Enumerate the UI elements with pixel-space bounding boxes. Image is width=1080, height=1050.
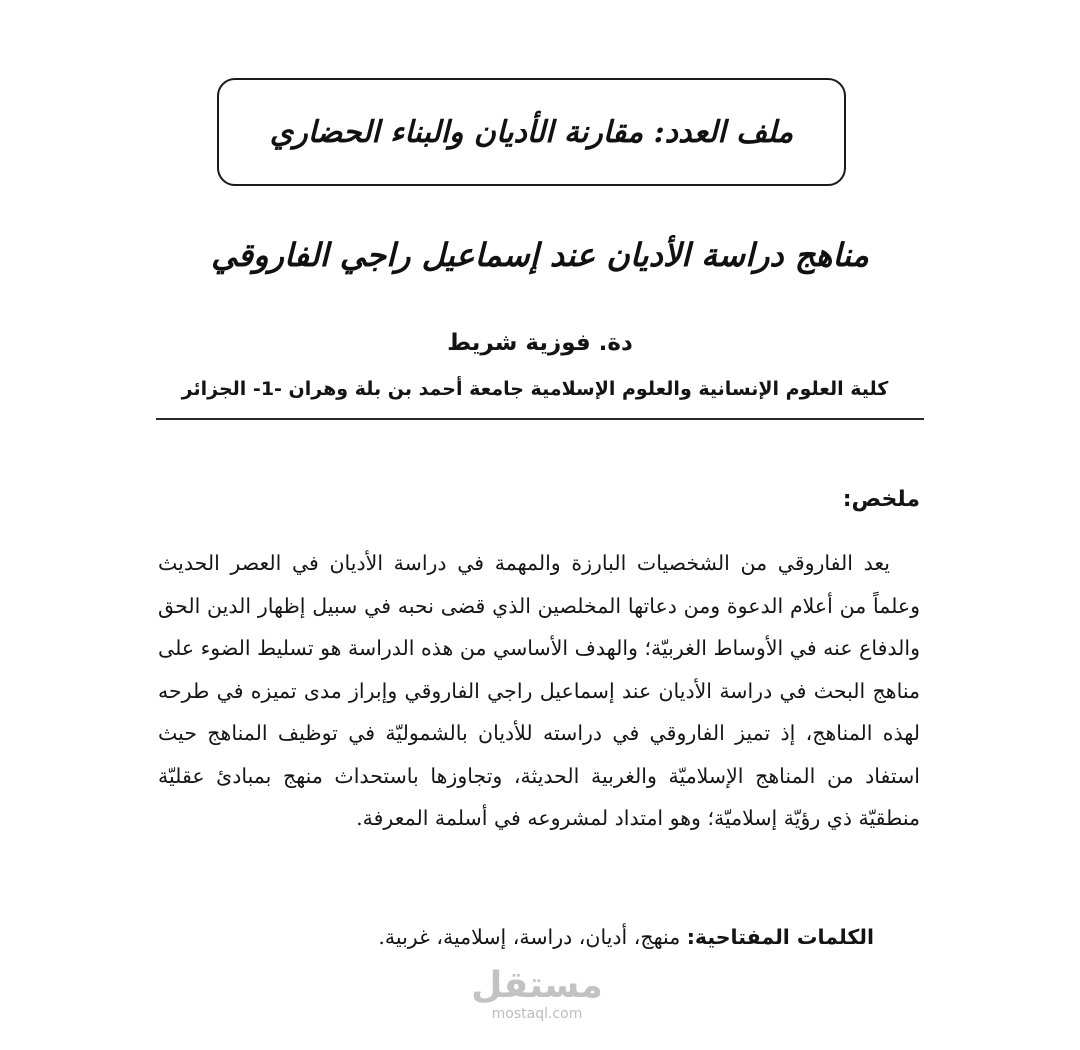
abstract-heading: ملخص: [842,487,920,512]
keywords-values: منهج، أديان، دراسة، إسلامية، غربية. [378,925,681,949]
article-title: مناهج دراسة الأديان عند إسماعيل راجي الفاروقي [211,236,869,274]
mostaql-watermark [462,966,612,1030]
keywords-label: الكلمات المفتاحية: [686,925,874,949]
author-name: دة. فوزية شريط [447,330,633,356]
issue-title-box [217,78,846,186]
abstract-body: يعد الفاروقي من الشخصيات البارزة والمهمة في دراسة الأديان في العصر الحديث وعلماً من أعلام الدعوة ومن دعاتها المخلصين الذي قضى نحبه في سبيل إظهار الدين الحق والدفاع عنه في الأوساط الغربيّة؛ والهدف الأساسي من هذه الدراسة هو تسليط الضوء على مناهج البحث في دراسة الأديان عند إسماعيل راجي الفاروقي وإبراز مدى تميزه في طرحه لهذه المناهج، إذ تميز الفاروقي في دراسته للأديان بالشموليّة في توظيف المناهج حيث استفاد من المناهج الإسلاميّة والغربية الحديثة، وتجاوزها باستحداث منهج بمبادئ عقليّة منطقيّة ذي رؤيّة إسلاميّة؛ وهو امتداد لمشروعه في أسلمة المعرفة. [158,551,920,830]
author-affiliation: كلية العلوم الإنسانية والعلوم الإسلامية جامعة أحمد بن بلة وهران -1- الجزائر [181,378,889,400]
keywords-line [378,925,874,949]
watermark-latin: mostaql.com [491,1006,583,1022]
issue-title: ملف العدد: مقارنة الأديان والبناء الحضاري [269,114,794,150]
header-divider [156,418,924,420]
watermark-arabic: مستقل [471,965,603,1006]
